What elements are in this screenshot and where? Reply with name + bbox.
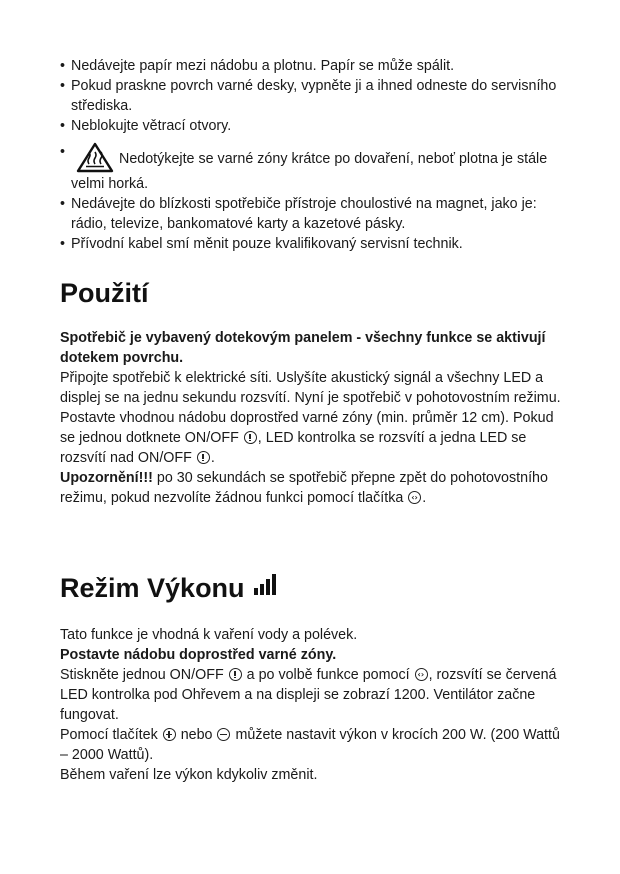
power-paragraph-1: Stiskněte jednou ON/OFF a po volbě funkce pomocí ‹› , rozsvítí se červená LED kontrolka pod Ohřevem a na displeji se zobrazí 1200. Ventilátor začne fungovat. (60, 667, 557, 723)
power-button-icon (229, 668, 242, 681)
hot-surface-warning-icon (75, 142, 115, 174)
use-section-body (60, 328, 570, 508)
list-item: • Neblokujte větrací otvory. (60, 116, 570, 136)
list-item: • Nedávejte papír mezi nádobu a plotnu. Papír se může spálit. (60, 56, 570, 76)
power-line-1: Tato funkce je vhodná k vaření vody a polévek. (60, 627, 358, 643)
list-item: • Nedotýkejte se varné zóny krátce po dovaření, neboť plotna je stále velmi horká. (60, 142, 570, 194)
use-paragraph: Připojte spotřebič k elektrické síti. Uslyšíte akustický signál a všechny LED a displej se na jednu sekundu rozsvítí. Nyní je spotřebič v pohotovostním režimu. Postavte vhodnou nádobu doprostřed varné zóny (min. průměr 12 cm). Pokud se jednou dotknete ON/OFF , LED kontrolka se rozsvítí a jedna LED se rozsvítí nad ON/OFF . (60, 370, 561, 466)
section-title-use: Použití (60, 278, 149, 308)
minus-button-icon (217, 728, 230, 741)
section-title-power-mode: Režim Výkonu (60, 572, 277, 604)
function-select-icon: ‹› (415, 668, 428, 681)
power-line-last: Během vaření lze výkon kdykoliv změnit. (60, 767, 318, 783)
list-item: • Přívodní kabel smí měnit pouze kvalifikovaný servisní technik. (60, 234, 570, 254)
safety-bullet-list (60, 56, 570, 254)
use-warning: Upozornění!!! po 30 sekundách se spotřebič přepne zpět do pohotovostního režimu, pokud nezvolíte žádnou funkci pomocí tlačítka ‹› . (60, 470, 548, 506)
power-button-icon (197, 451, 210, 464)
power-bold-line: Postavte nádobu doprostřed varné zóny. (60, 647, 337, 663)
use-bold-intro: Spotřebič je vybavený dotekovým panelem - všechny funkce se aktivují dotekem povrchu. (60, 330, 546, 366)
power-paragraph-2: Pomocí tlačítek nebo můžete nastavit výkon v krocích 200 W. (200 Wattů – 2000 Wattů). (60, 727, 560, 763)
power-section-body (60, 625, 570, 785)
function-select-icon: ‹› (408, 491, 421, 504)
plus-button-icon (163, 728, 176, 741)
power-button-icon (244, 431, 257, 444)
power-level-icon (253, 574, 277, 596)
list-item: • Pokud praskne povrch varné desky, vypněte ji a ihned odneste do servisního střediska. (60, 76, 570, 116)
list-item: • Nedávejte do blízkosti spotřebiče přístroje choulostivé na magnet, jako je: rádio, televize, bankomatové karty a kazetové pásky. (60, 194, 570, 234)
